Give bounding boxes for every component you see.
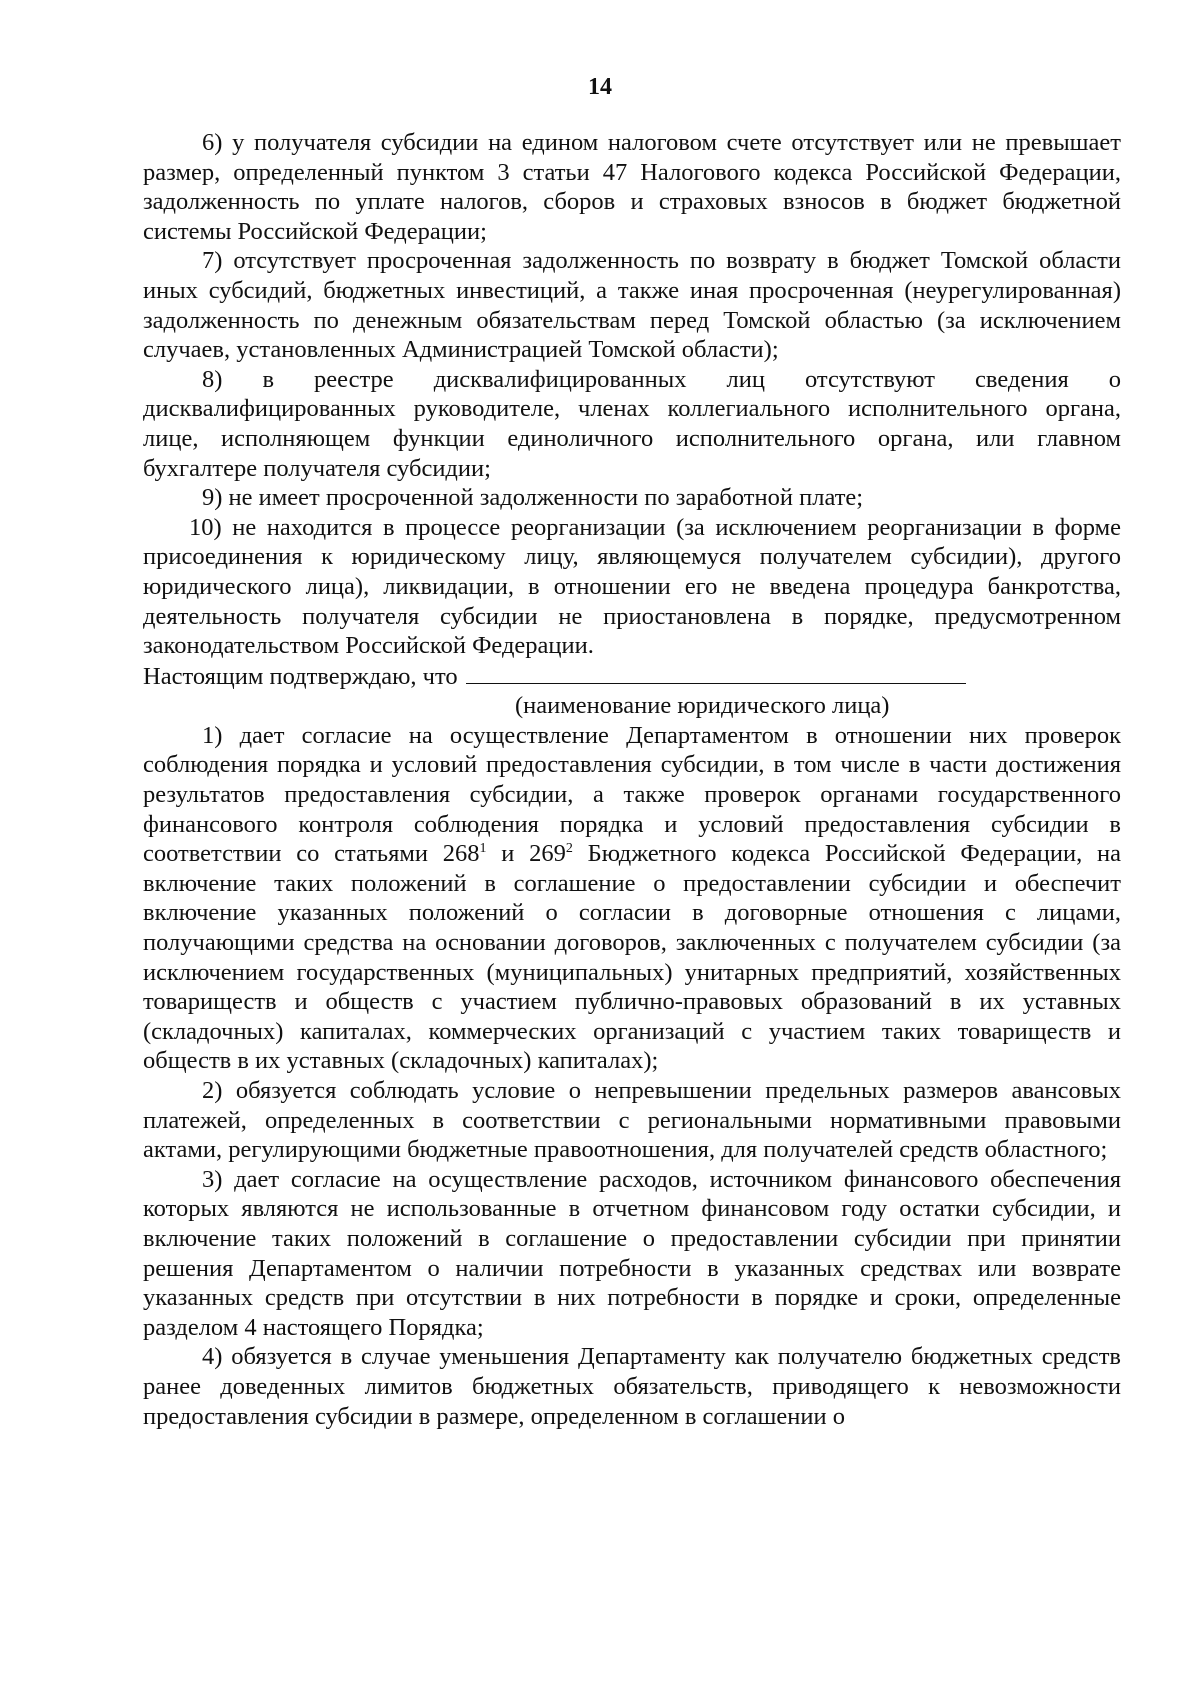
document-body	[143, 128, 1121, 1431]
organization-name-blank	[466, 661, 966, 684]
paragraph-item-7: 7) отсутствует просроченная задолженность по возврату в бюджет Томской области иных субсидий, бюджетных инвестиций, а также иная просроченная (неурегулированная) задолженность по денежным обязательствам перед Томской областью (за исключением случаев, установленных Администрацией Томской области);	[143, 247, 1121, 364]
commitment-item-2: 2) обязуется соблюдать условие о непревышении предельных размеров авансовых платежей, определенных в соответствии с региональными нормативными правовыми актами, регулирующими бюджетные правоотношения, для получателей средств областного;	[143, 1077, 1121, 1164]
page-number: 14	[588, 74, 612, 100]
paragraph-item-9: 9) не имеет просроченной задолженности по заработной плате;	[202, 484, 864, 512]
commitment-1-text-part-2: и 269	[486, 840, 566, 868]
confirmation-line	[143, 661, 1121, 692]
organization-name-caption: (наименование юридического лица)	[515, 692, 890, 720]
superscript-2: 2	[565, 841, 573, 857]
commitment-item-3: 3) дает согласие на осуществление расходов, источником финансового обеспечения которых являются не использованные в отчетном финансовом году остатки субсидии, и включение таких положений в соглашение о предоставлении субсидии при принятии решения Департаментом о наличии потребности в указанных средствах или возврате указанных средств при отсутствии в них потребности в порядке и сроки, определенные разделом 4 настоящего Порядка;	[143, 1165, 1121, 1341]
commitment-1-text-part-3: Бюджетного кодекса Российской Федерации, на включение таких положений в соглашение о предоставлении субсидии и обеспечит включение указанных положений о согласии в договорные отношения с лицами, получающими средства на основании договоров, заключенных с получателем субсидии (за исключением государственных (муниципальных) унитарных предприятий, хозяйственных товариществ и обществ с участием публично-правовых образований в их уставных (складочных) капиталах, коммерческих организаций с участием таких товариществ и обществ в их уставных (складочных) капиталах);	[143, 840, 1121, 1075]
commitment-item-1	[143, 721, 1121, 1076]
paragraph-item-6: 6) у получателя субсидии на едином налоговом счете отсутствует или не превышает размер, определенный пунктом 3 статьи 47 Налогового кодекса Российской Федерации, задолженность по уплате налогов, сборов и страховых взносов в бюджет бюджетной системы Российской Федерации;	[143, 129, 1121, 245]
superscript-1: 1	[479, 841, 487, 857]
paragraph-item-10: 10) не находится в процессе реорганизации (за исключением реорганизации в форме присоединения к юридическому лицу, являющемуся получателем субсидии), другого юридического лица), ликвидации, в отношении его не введена процедура банкротства, деятельность получателя субсидии не приостановлена в порядке, предусмотренном законодательством Российской Федерации.	[143, 513, 1121, 660]
paragraph-item-8: 8) в реестре дисквалифицированных лиц отсутствуют сведения о дисквалифицированных руководителе, членах коллегиального исполнительного органа, лице, исполняющем функции единоличного исполнительного органа, или главном бухгалтере получателя субсидии;	[143, 365, 1121, 482]
commitment-item-4: 4) обязуется в случае уменьшения Департаменту как получателю бюджетных средств ранее доведенных лимитов бюджетных обязательств, приводящего к невозможности предоставления субсидии в размере, определенном в соглашении о	[143, 1343, 1121, 1430]
commitment-1-text-part-1: 1) дает согласие на осуществление Департаментом в отношении них проверок соблюдения порядка и условий предоставления субсидии, в том числе в части достижения результатов предоставления субсидии, а также проверок органами государственного финансового контроля соблюдения порядка и условий предоставления субсидии в соответствии со статьями 268	[143, 721, 1121, 868]
confirmation-label: Настоящим подтверждаю, что	[143, 662, 458, 690]
